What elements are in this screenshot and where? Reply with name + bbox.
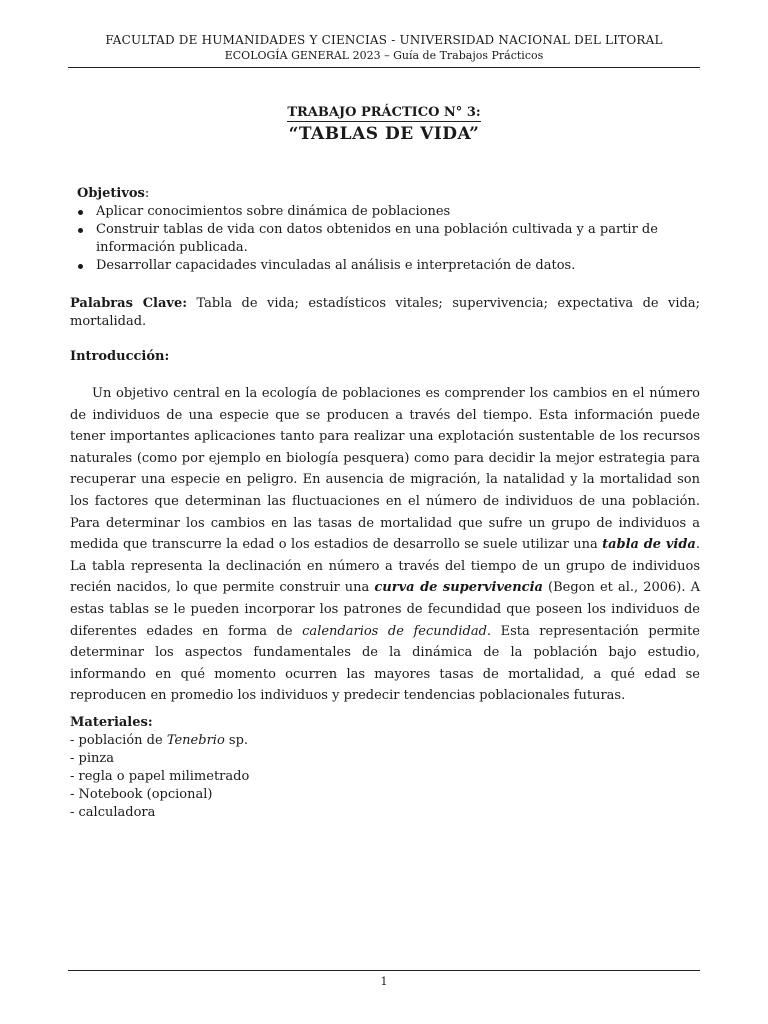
objectives-list bbox=[70, 203, 700, 275]
objective-item: Desarrollar capacidades vinculadas al análisis e interpretación de datos. bbox=[70, 257, 700, 275]
materials-heading: Materiales: bbox=[70, 715, 153, 730]
page-number: 1 bbox=[380, 975, 388, 988]
term-fecundity-calendars: calendarios de fecundidad bbox=[302, 623, 487, 639]
footer-divider bbox=[68, 970, 700, 971]
term-life-table: tabla de vida bbox=[602, 537, 696, 553]
term-survival-curve: curva de supervivencia bbox=[374, 580, 543, 596]
objective-item: Aplicar conocimientos sobre dinámica de poblaciones bbox=[70, 203, 700, 221]
page-header bbox=[68, 32, 700, 68]
material-item: - regla o papel milimetrado bbox=[70, 769, 250, 784]
objectives-heading: Objetivos: bbox=[77, 186, 150, 201]
keywords-paragraph bbox=[70, 295, 700, 331]
header-faculty: FACULTAD DE HUMANIDADES Y CIENCIAS - UNIVERSIDAD NACIONAL DEL LITORAL bbox=[105, 33, 663, 47]
title-block bbox=[0, 101, 768, 145]
practice-number-title: TRABAJO PRÁCTICO N° 3: bbox=[287, 105, 481, 120]
header-course: ECOLOGÍA GENERAL 2023 – Guía de Trabajos Prácticos bbox=[224, 49, 544, 62]
material-item: - población de Tenebrio sp. bbox=[70, 733, 249, 748]
material-item: - pinza bbox=[70, 751, 114, 766]
introduction-paragraph: Un objetivo central en la ecología de poblaciones es comprender los cambios en el número de individuos de una especie que se producen a través del tiempo. Esta información puede tener importantes aplicaciones tanto para realizar una explotación sustentable de los recursos naturales (como por ejemplo en biología pesquera) como para decidir la mejor estrategia para recuperar una especie en peligro. En ausencia de migración, la natalidad y la mortalidad son los factores que determinan las fluctuaciones en el número de individuos de una población. Para determinar los cambios en las tasas de mortalidad que sufre un grupo de individuos a medida que transcurre la edad o los estadios de desarrollo se suele utilizar una tabla de vida. La tabla representa la declinación en número a través del tiempo de un grupo de individuos recién nacidos, lo que permite construir una curva de supervivencia (Begon et al., 2006). A estas tablas se le pueden incorporar los patrones de fecundidad que poseen los individuos de diferentes edades en forma de calendarios de fecundidad. Esta representación permite determinar los aspectos fundamentales de la dinámica de la población bajo estudio, informando en qué momento ocurren las mayores tasas de mortalidad, a qué edad se reproducen en promedio los individuos y predecir tendencias poblacionales futuras. bbox=[70, 386, 700, 704]
objective-item: Construir tablas de vida con datos obtenidos en una población cultivada y a partir de información publicada. bbox=[70, 221, 700, 257]
material-item: - calculadora bbox=[70, 805, 156, 820]
materials-section bbox=[70, 714, 700, 822]
introduction-heading: Introducción: bbox=[70, 349, 170, 364]
keywords-label: Palabras Clave: bbox=[70, 296, 188, 311]
material-item: - Notebook (opcional) bbox=[70, 787, 213, 802]
keywords-text: Tabla de vida; estadísticos vitales; supervivencia; expectativa de vida; mortalidad. bbox=[70, 296, 700, 329]
practice-name-title: “TABLAS DE VIDA” bbox=[288, 124, 480, 144]
objectives-section bbox=[70, 185, 700, 275]
